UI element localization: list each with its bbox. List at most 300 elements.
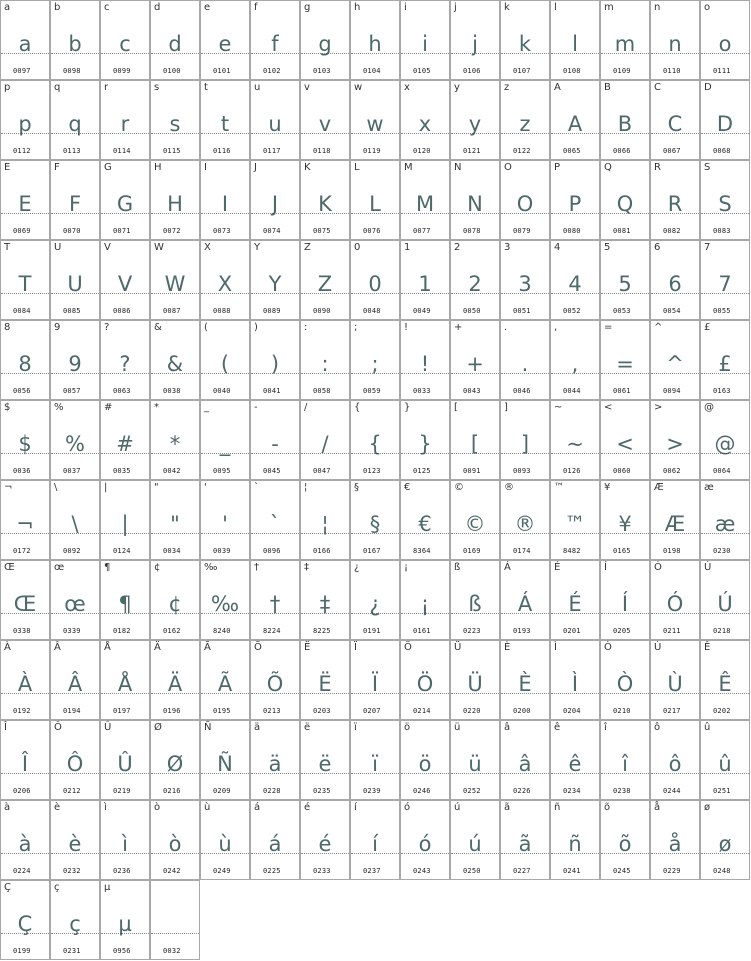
glyph-code: 0211	[663, 627, 681, 635]
glyph-label: j	[454, 2, 457, 13]
glyph-cell	[250, 400, 300, 480]
glyph-sample: #	[116, 432, 134, 456]
glyph-label: ò	[154, 802, 161, 813]
glyph-cell	[400, 560, 450, 640]
glyph-code: 0123	[363, 467, 381, 475]
glyph-sample: P	[568, 192, 582, 216]
glyph-sample: Ó	[666, 592, 684, 616]
glyph-sample: "	[170, 512, 180, 536]
glyph-code: 0046	[513, 387, 531, 395]
glyph-sample: H	[167, 192, 183, 216]
glyph-label: H	[154, 162, 162, 173]
glyph-code: 0193	[513, 627, 531, 635]
glyph-sample: I	[221, 192, 229, 216]
glyph-sample: J	[271, 192, 279, 216]
glyph-sample: d	[168, 32, 182, 56]
glyph-label: å	[654, 802, 661, 813]
glyph-label: B	[604, 82, 611, 93]
glyph-label: A	[554, 82, 561, 93]
glyph-sample: =	[616, 352, 634, 376]
glyph-label: v	[304, 82, 310, 93]
glyph-code: 0094	[663, 387, 681, 395]
glyph-sample: ¬	[16, 512, 34, 536]
glyph-label: n	[654, 2, 661, 13]
glyph-cell	[300, 80, 350, 160]
glyph-sample: /	[321, 432, 329, 456]
glyph-code: 0044	[563, 387, 581, 395]
glyph-label: ®	[504, 482, 514, 493]
glyph-sample: €	[418, 512, 432, 536]
glyph-sample: ü	[468, 752, 482, 776]
glyph-label: ¶	[104, 562, 111, 573]
glyph-code: 0194	[63, 707, 81, 715]
glyph-sample: w	[366, 112, 384, 136]
glyph-code: 0045	[263, 467, 281, 475]
glyph-label: i	[404, 2, 407, 13]
glyph-label: )	[254, 322, 258, 333]
glyph-cell	[0, 320, 50, 400]
glyph-label: Î	[4, 722, 7, 733]
glyph-sample: 9	[68, 352, 82, 376]
glyph-sample: u	[268, 112, 282, 136]
glyph-code: 0039	[213, 547, 231, 555]
glyph-code: 0099	[113, 67, 131, 75]
glyph-label: c	[104, 2, 110, 13]
glyph-sample: Ñ	[217, 752, 233, 776]
glyph-sample: E	[18, 192, 32, 216]
glyph-cell	[550, 800, 600, 880]
glyph-code: 0098	[63, 67, 81, 75]
glyph-cell	[150, 560, 200, 640]
glyph-code: 0117	[263, 147, 281, 155]
glyph-sample: *	[169, 432, 181, 456]
glyph-cell	[300, 720, 350, 800]
glyph-label: T	[4, 242, 11, 253]
glyph-cell	[550, 720, 600, 800]
glyph-code: 0200	[513, 707, 531, 715]
glyph-sample: ~	[566, 432, 584, 456]
glyph-sample: µ	[118, 912, 132, 936]
glyph-cell	[0, 720, 50, 800]
glyph-label: ä	[254, 722, 261, 733]
glyph-label: F	[54, 162, 60, 173]
glyph-cell	[0, 880, 50, 960]
glyph-code: 0065	[563, 147, 581, 155]
glyph-code: 0213	[263, 707, 281, 715]
glyph-cell	[100, 880, 150, 960]
glyph-cell	[200, 0, 250, 80]
glyph-label: ‰	[204, 562, 218, 573]
glyph-label: $	[4, 402, 11, 413]
glyph-cell	[650, 560, 700, 640]
glyph-code: 8364	[413, 547, 431, 555]
glyph-sample: §	[369, 512, 381, 536]
glyph-label: è	[54, 802, 61, 813]
glyph-code: 0165	[613, 547, 631, 555]
glyph-sample: ¦	[321, 512, 329, 536]
glyph-code: 0041	[263, 387, 281, 395]
glyph-code: 0209	[213, 787, 231, 795]
glyph-sample: Ï	[371, 672, 379, 696]
glyph-cell	[0, 160, 50, 240]
glyph-label: t	[204, 82, 208, 93]
glyph-cell	[650, 640, 700, 720]
glyph-cell	[150, 720, 200, 800]
glyph-cell	[50, 720, 100, 800]
glyph-code: 0062	[663, 467, 681, 475]
glyph-cell	[150, 160, 200, 240]
glyph-label: K	[304, 162, 311, 173]
glyph-code: 0064	[713, 467, 731, 475]
glyph-cell	[200, 560, 250, 640]
glyph-code: 0061	[613, 387, 631, 395]
glyph-cell	[50, 640, 100, 720]
glyph-code: 0198	[663, 547, 681, 555]
glyph-label: &	[154, 322, 162, 333]
glyph-sample: x	[418, 112, 432, 136]
glyph-label: È	[504, 642, 511, 653]
glyph-sample	[151, 911, 199, 937]
glyph-cell	[550, 80, 600, 160]
glyph-cell	[650, 0, 700, 80]
glyph-sample: ¡	[420, 592, 430, 616]
glyph-cell	[600, 640, 650, 720]
glyph-code: 0218	[713, 627, 731, 635]
glyph-label: }	[404, 402, 411, 413]
glyph-label: _	[204, 402, 209, 413]
glyph-label: ©	[454, 482, 464, 493]
glyph-cell	[100, 80, 150, 160]
glyph-label: ç	[54, 882, 60, 893]
glyph-code: 0124	[113, 547, 131, 555]
glyph-code: 0083	[713, 227, 731, 235]
glyph-sample: ï	[372, 752, 378, 776]
glyph-label: r	[104, 82, 109, 93]
glyph-sample: <	[616, 432, 634, 456]
glyph-code: 0245	[613, 867, 631, 875]
glyph-sample: A	[567, 112, 583, 136]
glyph-cell	[500, 0, 550, 80]
glyph-code: 0116	[213, 147, 231, 155]
glyph-label: Í	[604, 562, 607, 573]
glyph-cell	[650, 400, 700, 480]
glyph-cell	[600, 400, 650, 480]
glyph-label: `	[254, 482, 259, 493]
glyph-cell	[700, 720, 750, 800]
glyph-cell	[250, 720, 300, 800]
glyph-code: 0162	[163, 627, 181, 635]
glyph-label: u	[254, 82, 261, 93]
glyph-label: a	[4, 2, 11, 13]
glyph-sample: Û	[117, 752, 133, 776]
glyph-cell	[250, 80, 300, 160]
glyph-code: 0226	[513, 787, 531, 795]
glyph-label: ¢	[154, 562, 161, 573]
glyph-label: /	[304, 402, 308, 413]
glyph-cell	[350, 240, 400, 320]
glyph-code: 0246	[413, 787, 431, 795]
glyph-cell	[400, 240, 450, 320]
glyph-sample: k	[518, 32, 532, 56]
glyph-cell	[700, 320, 750, 400]
glyph-label: 2	[454, 242, 461, 253]
glyph-code: 0199	[13, 947, 31, 955]
glyph-sample: v	[318, 112, 332, 136]
glyph-code: 0191	[363, 627, 381, 635]
glyph-label: ß	[454, 562, 461, 573]
glyph-sample: ¢	[168, 592, 182, 616]
glyph-cell	[100, 480, 150, 560]
glyph-code: 0091	[463, 467, 481, 475]
glyph-label: h	[354, 2, 361, 13]
glyph-cell	[100, 320, 150, 400]
glyph-label: §	[354, 482, 359, 493]
glyph-label: C	[654, 82, 661, 93]
glyph-label: @	[704, 402, 714, 413]
glyph-code: 0058	[313, 387, 331, 395]
glyph-sample: 1	[418, 272, 432, 296]
glyph-label: Â	[54, 642, 61, 653]
glyph-cell	[500, 240, 550, 320]
glyph-cell	[400, 320, 450, 400]
glyph-label: =	[604, 322, 613, 333]
glyph-code: 0242	[163, 867, 181, 875]
glyph-label: *	[154, 402, 159, 413]
glyph-sample: |	[121, 512, 129, 536]
glyph-label: ?	[104, 322, 110, 333]
glyph-cell	[350, 320, 400, 400]
glyph-code: 0239	[363, 787, 381, 795]
glyph-sample: >	[666, 432, 684, 456]
glyph-label: É	[554, 562, 561, 573]
glyph-code: 0236	[113, 867, 131, 875]
glyph-cell	[0, 560, 50, 640]
glyph-sample: È	[518, 672, 532, 696]
glyph-code: 0166	[313, 547, 331, 555]
glyph-sample: 7	[718, 272, 732, 296]
glyph-code: 0201	[563, 627, 581, 635]
glyph-code: 0074	[263, 227, 281, 235]
glyph-sample: 4	[568, 272, 582, 296]
glyph-code: 0106	[463, 67, 481, 75]
glyph-code: 0241	[563, 867, 581, 875]
glyph-code: 0086	[113, 307, 131, 315]
glyph-label: Ó	[654, 562, 662, 573]
glyph-cell	[150, 0, 200, 80]
glyph-code: 0053	[613, 307, 631, 315]
glyph-cell	[300, 400, 350, 480]
glyph-sample: G	[116, 192, 134, 216]
glyph-code: 0080	[563, 227, 581, 235]
glyph-cell	[400, 480, 450, 560]
glyph-code: 0104	[363, 67, 381, 75]
glyph-code: 0101	[213, 67, 231, 75]
glyph-cell	[50, 320, 100, 400]
glyph-cell	[400, 800, 450, 880]
glyph-sample: 3	[518, 272, 532, 296]
glyph-cell	[600, 80, 650, 160]
glyph-code: 0113	[63, 147, 81, 155]
glyph-sample: p	[18, 112, 32, 136]
glyph-code: 0219	[113, 787, 131, 795]
glyph-sample: ¿	[369, 592, 381, 616]
glyph-code: 0052	[563, 307, 581, 315]
glyph-cell	[550, 240, 600, 320]
glyph-cell	[150, 880, 200, 960]
glyph-sample: M	[415, 192, 435, 216]
glyph-sample: F	[68, 192, 82, 216]
glyph-label: ú	[454, 802, 461, 813]
glyph-label: [	[454, 402, 458, 413]
glyph-sample: Ú	[717, 592, 733, 616]
glyph-sample: -	[271, 432, 279, 456]
glyph-cell	[100, 160, 150, 240]
glyph-label: 4	[554, 242, 561, 253]
glyph-cell	[400, 640, 450, 720]
glyph-code: 0233	[313, 867, 331, 875]
glyph-cell	[600, 800, 650, 880]
glyph-cell	[400, 400, 450, 480]
glyph-label: p	[4, 82, 11, 93]
glyph-label: ö	[404, 722, 411, 733]
glyph-sample: À	[17, 672, 33, 696]
glyph-sample: L	[369, 192, 381, 216]
glyph-sample: B	[617, 112, 633, 136]
glyph-code: 0109	[613, 67, 631, 75]
glyph-label: .	[504, 322, 508, 333]
glyph-label: ™	[554, 482, 564, 493]
glyph-sample: ©	[464, 512, 486, 536]
glyph-label: Ö	[404, 642, 412, 653]
glyph-label: ì	[104, 802, 107, 813]
glyph-label: 7	[704, 242, 711, 253]
glyph-sample: ó	[418, 832, 432, 856]
glyph-cell	[50, 480, 100, 560]
glyph-code: 0081	[613, 227, 631, 235]
glyph-label: "	[154, 482, 159, 493]
glyph-label: ô	[654, 722, 661, 733]
glyph-cell	[500, 640, 550, 720]
glyph-cell	[300, 0, 350, 80]
glyph-sample: Ü	[467, 672, 483, 696]
glyph-cell	[600, 0, 650, 80]
glyph-cell	[300, 640, 350, 720]
glyph-label: Q	[604, 162, 612, 173]
glyph-code: 0122	[513, 147, 531, 155]
glyph-label: Ù	[654, 642, 662, 653]
glyph-code: 0050	[463, 307, 481, 315]
glyph-sample: ®	[514, 512, 536, 536]
glyph-cell	[350, 640, 400, 720]
glyph-label: ^	[654, 322, 663, 333]
glyph-code: 0097	[13, 67, 31, 75]
glyph-cell	[500, 400, 550, 480]
glyph-code: 0235	[313, 787, 331, 795]
glyph-sample: Ë	[318, 672, 332, 696]
glyph-sample: ]	[520, 432, 530, 456]
glyph-sample: õ	[618, 832, 632, 856]
glyph-code: 0182	[113, 627, 131, 635]
glyph-label: \	[54, 482, 58, 493]
glyph-code: 0059	[363, 387, 381, 395]
glyph-code: 0067	[663, 147, 681, 155]
glyph-code: 0110	[663, 67, 681, 75]
glyph-label: µ	[104, 882, 111, 893]
glyph-sample: Æ	[664, 512, 686, 536]
glyph-label: b	[54, 2, 61, 13]
glyph-cell	[150, 480, 200, 560]
glyph-code: 0087	[163, 307, 181, 315]
glyph-label: s	[154, 82, 160, 93]
glyph-sample: S	[718, 192, 732, 216]
glyph-label: Å	[104, 642, 111, 653]
glyph-code: 0035	[113, 467, 131, 475]
glyph-code: 0212	[63, 787, 81, 795]
glyph-code: 0125	[413, 467, 431, 475]
glyph-label: W	[154, 242, 164, 253]
glyph-cell	[500, 720, 550, 800]
glyph-cell	[250, 0, 300, 80]
glyph-code: 0034	[163, 547, 181, 555]
glyph-cell	[350, 400, 400, 480]
glyph-label: ¬	[4, 482, 13, 493]
glyph-code: 0232	[63, 867, 81, 875]
glyph-cell	[500, 320, 550, 400]
glyph-label: q	[54, 82, 61, 93]
glyph-sample: g	[318, 32, 332, 56]
glyph-cell	[350, 720, 400, 800]
glyph-sample: ë	[318, 752, 332, 776]
glyph-label: g	[304, 2, 311, 13]
glyph-code: 0238	[613, 787, 631, 795]
glyph-code: 0202	[713, 707, 731, 715]
glyph-label: ¡	[404, 562, 409, 573]
glyph-code: 0057	[63, 387, 81, 395]
glyph-sample: ¥	[618, 512, 632, 536]
glyph-label: X	[204, 242, 211, 253]
glyph-code: 0244	[663, 787, 681, 795]
glyph-code: 0105	[413, 67, 431, 75]
glyph-cell	[300, 320, 350, 400]
glyph-sample: Ä	[167, 672, 183, 696]
glyph-cell	[550, 160, 600, 240]
glyph-label: £	[704, 322, 711, 333]
glyph-cell	[150, 80, 200, 160]
glyph-label: L	[354, 162, 360, 173]
glyph-cell	[200, 80, 250, 160]
glyph-label: î	[604, 722, 607, 733]
glyph-cell	[50, 240, 100, 320]
glyph-cell	[650, 800, 700, 880]
glyph-sample: b	[68, 32, 82, 56]
glyph-code: 0120	[413, 147, 431, 155]
glyph-code: 0163	[713, 387, 731, 395]
glyph-label: Ú	[704, 562, 712, 573]
glyph-sample: (	[220, 352, 230, 376]
glyph-sample: C	[667, 112, 683, 136]
glyph-code: 0210	[613, 707, 631, 715]
glyph-sample: m	[614, 32, 636, 56]
glyph-label: %	[54, 402, 64, 413]
glyph-cell	[0, 480, 50, 560]
glyph-sample: W	[164, 272, 186, 296]
glyph-cell	[700, 160, 750, 240]
glyph-label: €	[404, 482, 411, 493]
glyph-label: ~	[554, 402, 563, 413]
glyph-code: 0047	[313, 467, 331, 475]
glyph-sample: ?	[119, 352, 131, 376]
glyph-cell	[250, 480, 300, 560]
